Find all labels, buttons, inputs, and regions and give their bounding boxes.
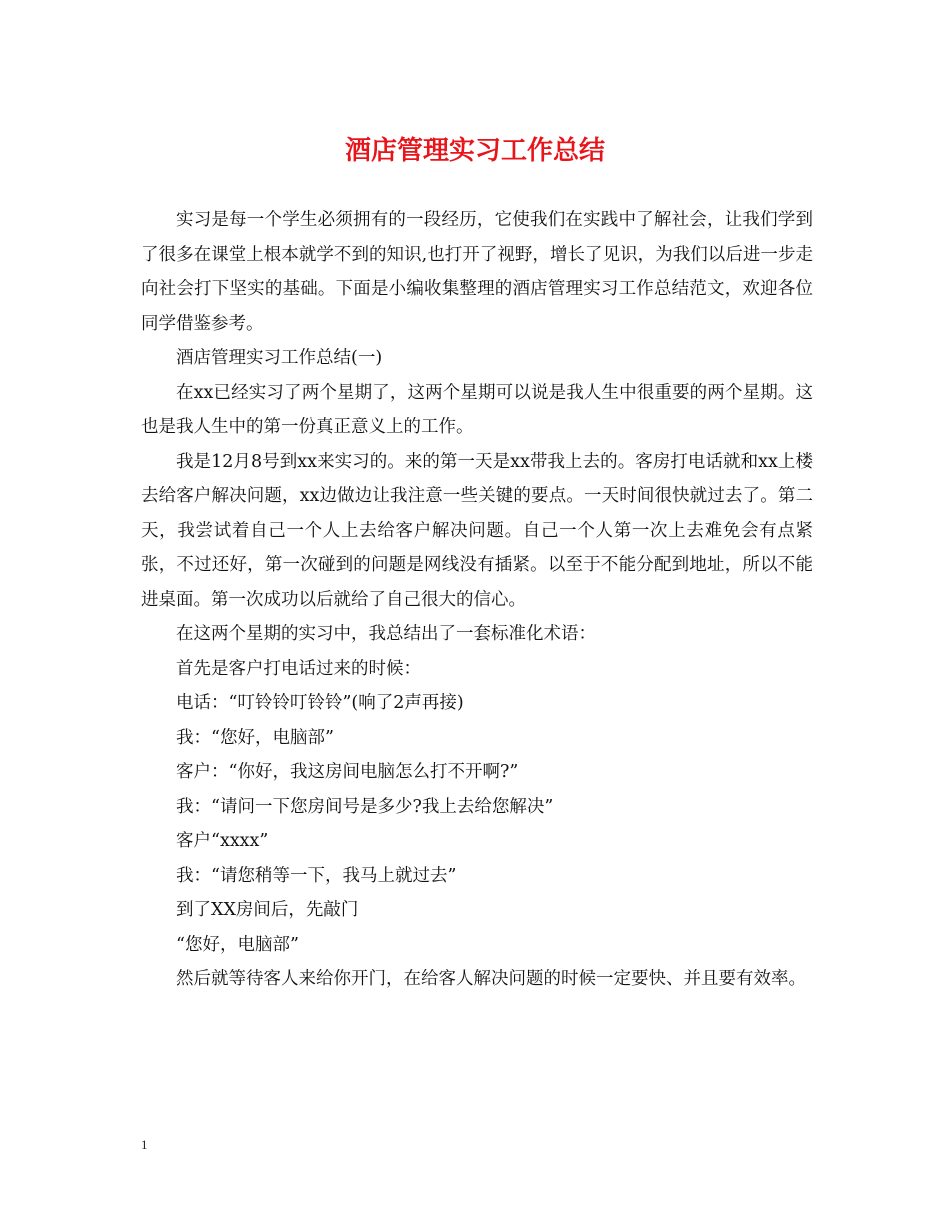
page-number: 1 [141,1137,148,1152]
dialogue-line: 我：“请您稍等一下，我马上就过去” [176,865,457,886]
paragraph-intro: 实习是每一个学生必须拥有的一段经历，它使我们在实践中了解社会，让我们学到了很多在课堂上根本就学不到的知识,也打开了视野，增长了见识，为我们以后进一步走向社会打下坚实的基础。下面是小编收集整理的酒店管理实习工作总结范文，欢迎各位同学借鉴参考。 [141,210,813,334]
section-heading: 酒店管理实习工作总结(一) [176,348,383,368]
paragraph: 在xx已经实习了两个星期了，这两个星期可以说是我人生中很重要的两个星期。这也是我人生中的第一份真正意义上的工作。 [141,382,813,437]
paragraph: 我是12月8号到xx来实习的。来的第一天是xx带我上去的。客房打电话就和xx上楼去给客户解决问题，xx边做边让我注意一些关键的要点。一天时间很快就过去了。第二天，我尝试着自己一个人上去给客户解决问题。自己一个人第一次上去难免会有点紧张，不过还好，第一次碰到的问题是网线没有插紧。以至于不能分配到地址，所以不能进桌面。第一次成功以后就给了自己很大的信心。 [141,451,813,610]
dialogue-line: 我：“请问一下您房间号是多少?我上去给您解决” [176,796,554,817]
paragraph: 然后就等待客人来给你开门，在给客人解决问题的时候一定要快、并且要有效率。 [176,969,806,989]
dialogue-line: 我：“您好，电脑部” [176,727,334,748]
document-body [141,203,813,997]
dialogue-line: 电话：“叮铃铃叮铃铃”(响了2声再接) [176,693,464,713]
paragraph: 在这两个星期的实习中，我总结出了一套标准化术语： [176,624,596,644]
dialogue-line: 客户“xxxx” [176,831,269,851]
paragraph: 首先是客户打电话过来的时候： [176,658,421,679]
dialogue-line: 客户：“你好，我这房间电脑怎么打不开啊?” [176,762,519,782]
paragraph: 到了XX房间后，先敲门 [176,900,359,920]
dialogue-line: “您好，电脑部” [176,934,299,955]
document-title: 酒店管理实习工作总结 [344,136,605,166]
